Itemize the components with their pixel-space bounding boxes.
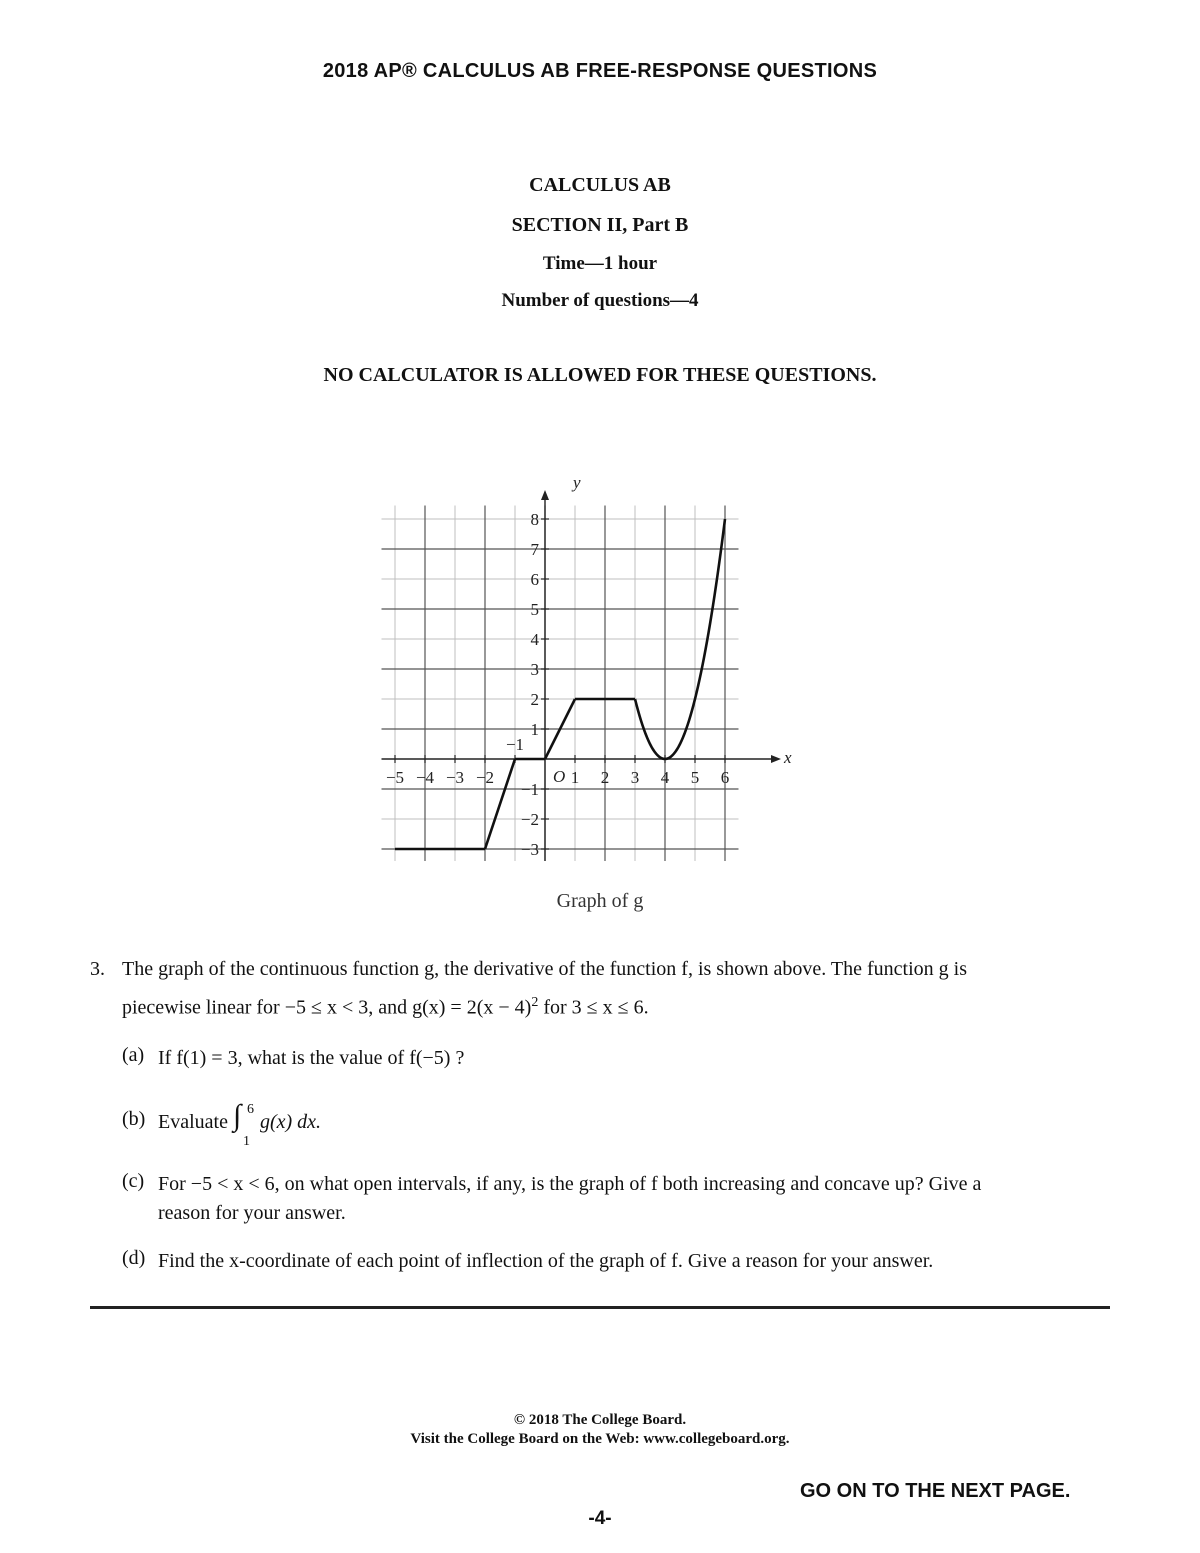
question-intro-tail: for 3 ≤ x ≤ 6.: [538, 996, 649, 1019]
x-axis-arrow: [771, 755, 781, 763]
x-tick-label: −4: [415, 768, 435, 787]
graph-line: [395, 519, 725, 849]
x-tick-label: 4: [660, 768, 670, 787]
x-tick-label: −2: [475, 768, 495, 787]
part-b-prefix: Evaluate: [158, 1111, 228, 1133]
question-number: 3.: [90, 958, 105, 980]
axis-ticks: [395, 519, 725, 849]
y-tick-label: −3: [520, 840, 539, 859]
question-intro-line-1: The graph of the continuous function g, the derivative of the function f, is shown above. The function g is: [122, 958, 967, 980]
y-tick-label: 3: [530, 660, 539, 679]
x-tick-label: −3: [445, 768, 465, 787]
y-tick-label: 1: [530, 720, 539, 739]
grid-major: [382, 506, 739, 862]
part-b-text: [158, 1099, 1078, 1150]
part-d-label: (d): [122, 1247, 146, 1269]
question-intro: [122, 952, 1082, 1025]
integral-sign: ∫: [232, 1099, 242, 1133]
question-intro-text: piecewise linear for −5 ≤ x < 3, and g(x) = 2(x − 4): [122, 996, 532, 1019]
x-tick-label: −5: [385, 768, 405, 787]
y-axis-arrow: [541, 490, 549, 500]
y-tick-label: 7: [530, 540, 539, 559]
footer-visit: Visit the College Board on the Web: www.collegeboard.org.: [410, 1431, 790, 1447]
question-intro-line-2: [122, 986, 1082, 1025]
x-tick-label: 3: [630, 768, 640, 787]
calculator-notice: NO CALCULATOR IS ALLOWED FOR THESE QUESTIONS.: [323, 364, 877, 386]
page-number: -4-: [588, 1508, 612, 1529]
integral-lower: 1: [242, 1134, 250, 1150]
part-b-label: (b): [122, 1108, 146, 1130]
section-part: SECTION II, Part B: [511, 214, 689, 236]
part-b-integrand: g(x) dx.: [259, 1111, 322, 1133]
graph-caption: Graph of g: [556, 890, 644, 912]
part-c-line-1: For −5 < x < 6, on what open intervals, if any, is the graph of f both increasing and concave up? Give a: [158, 1173, 982, 1195]
x-tick-label: 1: [570, 768, 580, 787]
exponent: 2: [531, 995, 539, 1010]
graph-of-g: [385, 472, 805, 872]
part-d-text: Find the x-coordinate of each point of inflection of the graph of f. Give a reason for your answer.: [158, 1250, 934, 1272]
y-tick-label: −1: [520, 780, 539, 799]
exam-header: 2018 AP® CALCULUS AB FREE-RESPONSE QUESTIONS: [322, 60, 878, 82]
part-a-label: (a): [122, 1044, 145, 1066]
x-axis-label: x: [784, 748, 792, 767]
divider-rule: [90, 1306, 1110, 1309]
y-tick-label: 4: [530, 630, 539, 649]
y-tick-label: 6: [530, 570, 539, 589]
x-tick-label: 2: [600, 768, 610, 787]
y-tick-label: 8: [530, 510, 539, 529]
x-tick-label: 5: [690, 768, 700, 787]
section-question-count: Number of questions—4: [501, 290, 699, 311]
y-axis-label: y: [573, 473, 581, 492]
integral-upper: 6: [246, 1102, 254, 1118]
y-tick-label: −2: [520, 810, 539, 829]
x-tick-label: 6: [720, 768, 730, 787]
next-page-notice: GO ON TO THE NEXT PAGE.: [800, 1480, 1071, 1502]
origin-label: O: [553, 767, 566, 786]
y-tick-labels: [521, 510, 540, 859]
x-tick-label: −1: [505, 735, 525, 754]
part-a-text: If f(1) = 3, what is the value of f(−5) ?: [158, 1047, 465, 1069]
y-tick-label: 2: [530, 690, 539, 709]
part-c-text: [158, 1170, 1078, 1228]
integral: [232, 1099, 255, 1150]
part-c-line-2: reason for your answer.: [158, 1202, 346, 1224]
footer-copyright: © 2018 The College Board.: [513, 1412, 687, 1428]
grid-minor: [382, 506, 739, 862]
section-title: CALCULUS AB: [529, 174, 671, 196]
y-tick-label: 5: [530, 600, 539, 619]
part-c-label: (c): [122, 1170, 145, 1192]
section-time: Time—1 hour: [542, 253, 658, 274]
